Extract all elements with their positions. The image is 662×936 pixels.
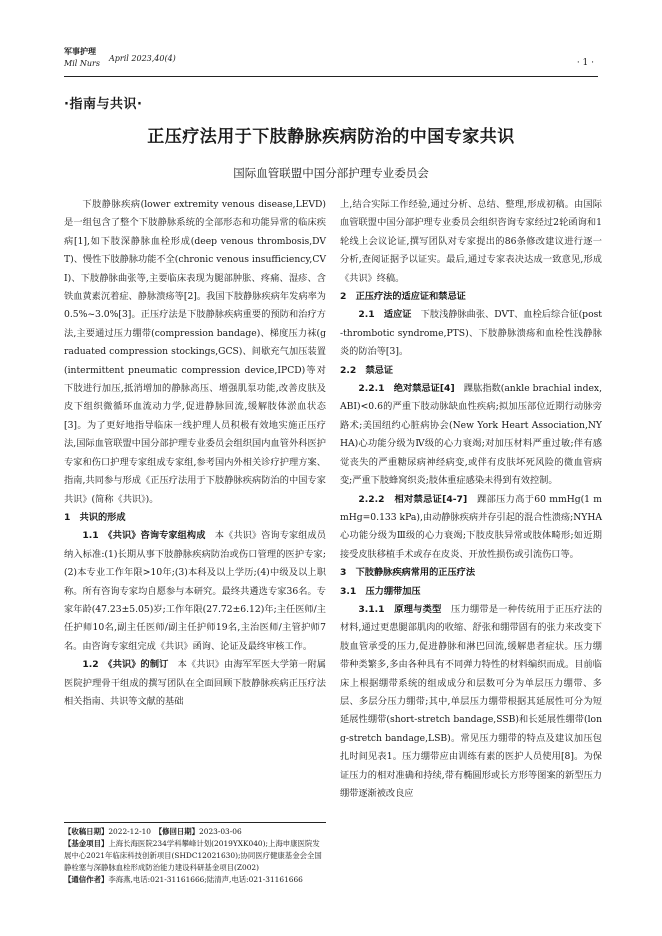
corresponding-text: 李海燕,电话:021-31161666;陆清声,电话:021-31161666 — [108, 875, 303, 884]
left-column — [64, 196, 326, 711]
header-rule — [64, 76, 598, 77]
journal-abbreviation: Mil Nurs — [64, 59, 100, 68]
page-number: · 1 · — [576, 58, 594, 68]
revised-date: 2023-03-06 — [199, 827, 242, 836]
subheading-3-1 — [340, 583, 602, 601]
paragraph-2-2-2-text: 踝部压力高于60 mmHg(1 mmHg=0.133 kPa),由动静脉疾病并存引起的混合性溃疡;NYHA心功能分级为Ⅲ级的心力衰竭;下肢皮肤异常或肢体畸形;如近期接受皮肤移植手术或存在皮炎、开放性损伤或引流伤口等。 — [340, 493, 603, 560]
revised-label: 【修回日期】 — [158, 827, 200, 836]
footnote-dates — [64, 826, 326, 838]
received-date: 2022-12-10 — [108, 827, 151, 836]
paragraph-1-1 — [64, 527, 326, 656]
intro-paragraph: 下肢静脉疾病(lower extremity venous disease,LEVD)是一组包含了整个下肢静脉系统的全部形态和功能异常的临床疾病[1],如下肢深静脉血栓形成(deep venous thrombosis,DVT)、慢性下肢静脉功能不全(chronic venous insufficiency,CVI)、下肢静脉曲张等,主要临床表现为腿部肿胀、疼痛、湿疹、含铁血黄素沉着症、静脉溃疡等[2]。我国下肢静脉疾病年发病率为0.5%~3.0%[3]。正压疗法是下肢静脉疾病重要的预防和治疗方法,主要通过压力绷带(compression bandage)、梯度压力袜(graduated compression stockings,GCS)、间歇充气加压装置(intermittent pneumatic compression device,IPCD)等对下肢进行加压,抵消增加的静脉高压、增强肌泵功能,改善皮肤及皮下组织微循环血流动力学,促进静脉回流,缓解肢体淤血状态[3]。为了更好地指导临床一线护理人员积极有效地实施正压疗法,国际血管联盟中国分部护理专业委员会组织国内血管外科医护专家和伤口护理专家组成专家组,参考国内外相关诊疗护理方案、指南,共同参与形成《正压疗法用于下肢静脉疾病防治的中国专家共识》(简称《共识》)。 — [64, 199, 326, 505]
section-heading-3: 3 下肢静脉疾病常用的正压疗法 — [340, 567, 476, 579]
article-authors: 国际血管联盟中国分部护理专业委员会 — [233, 166, 429, 180]
footnotes — [64, 826, 326, 886]
footnote-funding — [64, 838, 326, 874]
paragraph-3-1-1 — [340, 601, 602, 803]
section-heading-2: 2 正压疗法的适应证和禁忌证 — [340, 291, 466, 303]
paragraph-2-1 — [340, 306, 602, 361]
subheading-2-1: 2.1 适应证 — [358, 309, 412, 321]
subheading-1-1: 1.1 《共识》咨询专家组构成 — [82, 530, 206, 542]
corresponding-label: 【通信作者】 — [64, 875, 109, 884]
paragraph-2-2-2 — [340, 491, 602, 565]
issue-date: April 2023,40(4) — [109, 54, 176, 63]
paragraph-1-1-text: 本《共识》咨询专家组成员纳入标准:(1)长期从事下肢静脉疾病防治或伤口管理的医护专家;(2)本专业工作年限>10年;(3)本科及以上学历;(4)中级及以上职称。所有咨询专家均自愿参与本研究。最终共遴选专家36名。专家年龄(47.23±5.05)岁;工作年限(27.72±6.12)年;主任医师/主任护师10名,副主任医师/副主任护师19名,主治医师/主管护师7名。由咨询专家组完成《共识》函询、论证及最终审核工作。 — [64, 530, 326, 652]
subheading-2-2-text: 2.2 禁忌证 — [340, 364, 394, 376]
subheading-1-2: 1.2 《共识》的制订 — [82, 659, 169, 671]
subheading-2-2-2: 2.2.2 相对禁忌证[4-7] — [358, 493, 468, 505]
paragraph-1-2 — [64, 656, 326, 711]
funding-label: 【基金项目】 — [64, 839, 109, 848]
continued-paragraph: 上,结合实际工作经验,通过分析、总结、整理,形成初稿。由国际血管联盟中国分部护理专业委员会组织咨询专家经过2轮函询和1轮线上会议论证,撰写团队对专家提出的86条修改建议进行逐一分析,查阅证据予以证实。最后,通过专家表决达成一致意见,形成《共识》终稿。 — [340, 199, 602, 284]
paragraph-2-2-1 — [340, 380, 602, 490]
subheading-3-1-1: 3.1.1 原理与类型 — [358, 603, 442, 615]
paragraph-2-2-1-text: 踝肱指数(ankle brachial index,ABI)<0.6的严重下肢动脉缺血性疾病;拟加压部位近期行动脉旁路术;美国纽约心脏病协会(New York Heart Association,NYHA)心功能分级为Ⅳ级的心力衰竭;对加压材料严重过敏;伴有感觉丧失的严重糖尿病神经病变,或伴有皮肤坏死风险的微血管病变;严重下肢蜂窝织炎;肢体重症感染未得到有效控制。 — [340, 383, 602, 487]
article-title: 正压疗法用于下肢静脉疾病防治的中国专家共识 — [147, 127, 515, 147]
section-tag: ·指南与共识· — [64, 97, 143, 112]
footnote-rule — [64, 822, 326, 823]
paragraph-1-2-text: 本《共识》由海军军医大学第一附属医院护理骨干组成的撰写团队在全面回顾下肢静脉疾病正压疗法相关指南、共识等文献的基础 — [64, 659, 326, 707]
right-column — [340, 196, 602, 803]
paragraph-2-1-text: 下肢浅静脉曲张、DVT、血栓后综合征(post-thrombotic syndrome,PTS)、下肢静脉溃疡和血栓性浅静脉炎的防治等[3]。 — [340, 309, 603, 358]
paragraph-3-1-1-text: 压力绷带是一种传统用于正压疗法的材料,通过更患腿部肌肉的收缩、舒张和绷带固有的张力来改变下肢血管承受的压力,促进静脉和淋巴回流,缓解患者症状。压力绷带种类繁多,多由各种具有不同弹力特性的材料编织而成。目前临床上根据绷带系统的组成成分和层数可分为单层压力绷带、多层、多层分压力绷带;其中,单层压力绷带根据其延展性可分为短延展性绷带(short-stretch bandage,SSB)和长延展性绷带(long-stretch bandage,LSB)。常见压力绷带的特点及建议加压包扎时间见表1。压力绷带应由训练有素的医护人员使用[8]。为保证压力的相对准确和持续,带有椭圆形或长方形等图案的新型压力绷带逐渐被改良应 — [340, 603, 603, 799]
footnote-corresponding — [64, 874, 326, 886]
section-heading-1: 1 共识的形成 — [64, 511, 126, 523]
subheading-2-2 — [340, 362, 602, 380]
subheading-2-2-1: 2.2.1 绝对禁忌证[4] — [358, 383, 455, 395]
funding-text: 上海长海医院234学科攀峰计划(2019YXK040);上海申康医院发展中心2021年临床科技创新项目(SHDC12021630);协同医疗健康基金会全国静栓塞与深静脉血栓形成防治能力建设科研基金项目(Z002) — [64, 839, 322, 872]
subheading-3-1-text: 3.1 压力绷带加压 — [340, 585, 421, 597]
received-label: 【收稿日期】 — [64, 827, 109, 836]
journal-name: 军事护理 — [64, 47, 96, 56]
running-header — [64, 46, 598, 72]
